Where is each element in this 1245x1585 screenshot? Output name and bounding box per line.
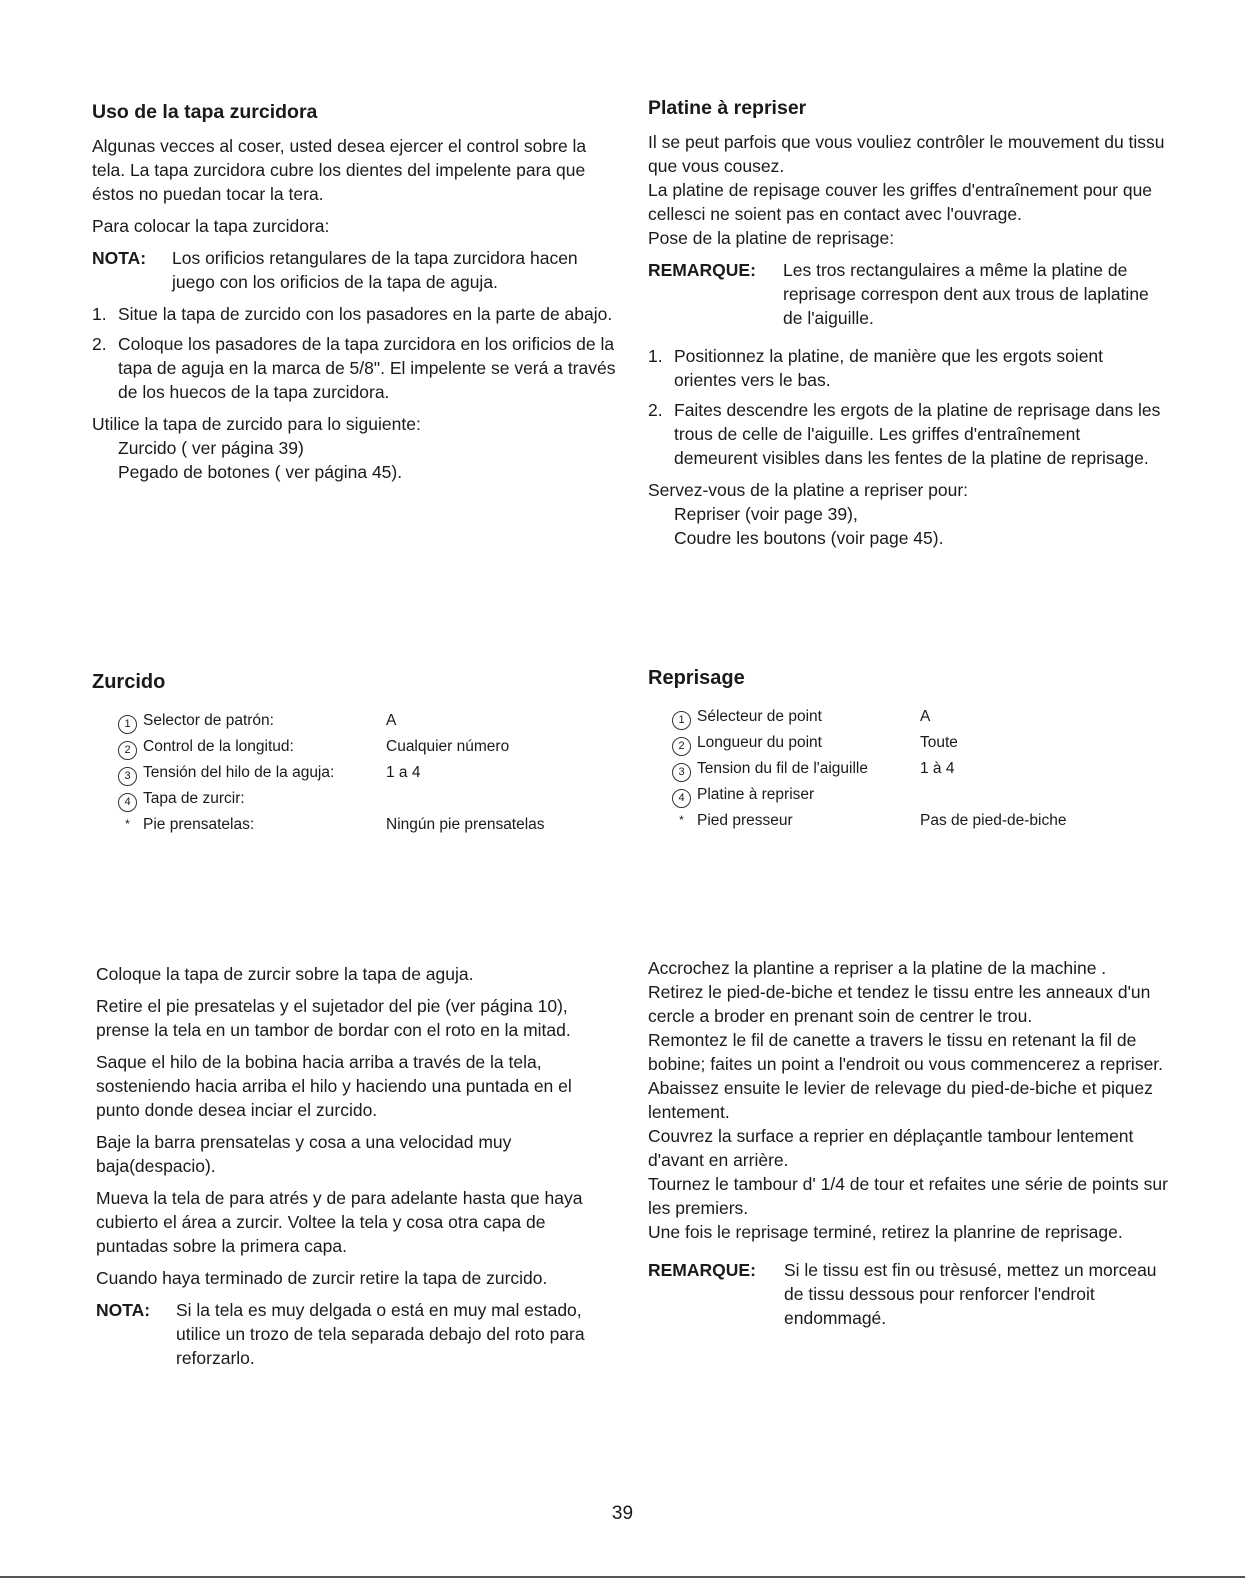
step-number: 2. <box>648 400 663 420</box>
setting-value: Ningún pie prensatelas <box>386 816 545 833</box>
fr-settings-table <box>672 704 1067 833</box>
step-text: Coloque los pasadores de la tapa zurcidora en los orificios de la tapa de aguja en la marca de 5/8". El impelente se verá a través de los huecos de la tapa zurcidora. <box>118 334 616 402</box>
fr-bottom-note <box>648 1258 1178 1330</box>
fr-intro-section <box>648 96 1168 550</box>
es-bottom-note-label: NOTA: <box>96 1300 151 1320</box>
fr-instruction-paragraph: Accrochez la plantine a repriser a la platine de la machine . <box>648 958 1107 978</box>
setting-value: Toute <box>920 734 958 751</box>
fr-note-label: REMARQUE: <box>648 260 756 280</box>
es-intro-title: Uso de la tapa zurcidora <box>92 101 318 123</box>
es-instruction-paragraph: Retire el pie presatelas y el sujetador del pie (ver página 10), prense la tela en un tambor de bordar con el roto en la mitad. <box>96 996 571 1040</box>
setting-label: Tapa de zurcir: <box>143 790 245 807</box>
es-instruction-paragraph: Cuando haya terminado de zurcir retire la tapa de zurcido. <box>96 1268 548 1288</box>
table-row <box>672 756 1067 782</box>
es-settings-section <box>92 670 622 837</box>
circled-number: 1 <box>672 711 691 730</box>
list-item <box>648 344 1168 392</box>
fr-intro-paragraph: Il se peut parfois que vous vouliez contrôler le mouvement du tissu que vous cousez. <box>648 132 1165 176</box>
circled-number: 3 <box>118 767 137 786</box>
setting-value: A <box>920 708 931 725</box>
fr-steps-list <box>648 344 1168 470</box>
es-note <box>92 246 622 294</box>
circled-number: 2 <box>118 741 137 760</box>
fr-intro-title: Platine à repriser <box>648 97 807 119</box>
asterisk-mark: * <box>679 813 684 827</box>
es-instruction-paragraph: Mueva la tela de para atrés y de para adelante hasta que haya cubierto el área a zurcir. Voltee la tela y cosa otra capa de puntadas sobre la primera capa. <box>96 1188 583 1256</box>
es-intro-paragraph: Algunas vecces al coser, usted desea ejercer el control sobre la tela. La tapa zurcidora cubre los dientes del impelente para que éstos no puedan tocar la tera. <box>92 136 587 204</box>
es-instructions-section <box>96 962 616 1378</box>
fr-note-text: Les tros rectangulaires a même la platine de reprisage correspon dent aux trous de laplatine de l'aiguille. <box>783 260 1149 328</box>
step-number: 1. <box>92 304 107 324</box>
fr-settings-title: Reprisage <box>648 667 745 689</box>
fr-instruction-paragraph: Couvrez la surface a reprier en déplaçantle tambour lentement d'avant en arrière. <box>648 1126 1134 1170</box>
es-use-intro: Utilice la tapa de zurcido para lo siguiente: <box>92 414 421 434</box>
fr-settings-section <box>648 666 1188 833</box>
fr-instruction-paragraph: Abaissez ensuite le levier de relevage du pied-de-biche et piquez lentement. <box>648 1078 1153 1122</box>
list-item <box>92 302 622 326</box>
setting-value <box>920 782 1067 808</box>
setting-value <box>386 786 545 812</box>
asterisk-mark: * <box>125 817 130 831</box>
fr-setup-heading: Pose de la platine de reprisage: <box>648 228 895 248</box>
step-number: 1. <box>648 346 663 366</box>
setting-value: Cualquier número <box>386 738 510 755</box>
fr-bottom-note-label: REMARQUE: <box>648 1260 756 1280</box>
page-number: 39 <box>611 1503 634 1524</box>
setting-label: Control de la longitud: <box>143 738 294 755</box>
fr-use-intro: Servez-vous de la platine a repriser pour: <box>648 480 969 500</box>
fr-instruction-paragraph: Une fois le reprisage terminé, retirez la planrine de reprisage. <box>648 1222 1123 1242</box>
table-row <box>118 812 545 837</box>
fr-use-item: Repriser (voir page 39), <box>674 504 858 524</box>
bottom-rule <box>0 1576 1245 1578</box>
setting-label: Longueur du point <box>697 734 822 751</box>
fr-instruction-paragraph: Retirez le pied-de-biche et tendez le tissu entre les anneaux d'un cercle a broder en prenant soin de centrer le trou. <box>648 982 1151 1026</box>
es-bottom-note-text: Si la tela es muy delgada o está en muy mal estado, utilice un trozo de tela separada debajo del roto para reforzarlo. <box>176 1300 585 1368</box>
setting-value: 1 à 4 <box>920 760 955 777</box>
es-settings-title: Zurcido <box>92 671 166 693</box>
fr-use-item: Coudre les boutons (voir page 45). <box>674 528 944 548</box>
setting-value: A <box>386 712 397 729</box>
setting-label: Platine à repriser <box>697 786 815 803</box>
es-note-text: Los orificios retangulares de la tapa zurcidora hacen juego con los orificios de la tapa de aguja. <box>172 248 578 292</box>
es-intro-section <box>92 100 622 484</box>
setting-value: Pas de pied-de-biche <box>920 812 1067 829</box>
table-row <box>672 782 1067 808</box>
setting-label: Tensión del hilo de la aguja: <box>143 764 335 781</box>
es-settings-table <box>118 708 545 837</box>
es-instruction-paragraph: Coloque la tapa de zurcir sobre la tapa de aguja. <box>96 964 474 984</box>
list-item <box>648 398 1168 470</box>
es-instruction-paragraph: Baje la barra prensatelas y cosa a una velocidad muy baja(despacio). <box>96 1132 512 1176</box>
es-steps-list <box>92 302 622 404</box>
setting-label: Pie prensatelas: <box>143 816 255 833</box>
table-row <box>118 786 545 812</box>
table-row <box>118 760 545 786</box>
table-row <box>118 708 545 734</box>
es-setup-heading: Para colocar la tapa zurcidora: <box>92 216 330 236</box>
es-note-label: NOTA: <box>92 248 147 268</box>
es-use-item: Zurcido ( ver página 39) <box>118 438 304 458</box>
fr-instruction-paragraph: Tournez le tambour d' 1/4 de tour et refaites une série de points sur les premiers. <box>648 1174 1168 1218</box>
table-row <box>672 808 1067 833</box>
es-use-item: Pegado de botones ( ver página 45). <box>118 462 403 482</box>
step-text: Situe la tapa de zurcido con los pasadores en la parte de abajo. <box>118 304 613 324</box>
setting-label: Sélecteur de point <box>697 708 822 725</box>
fr-instructions-section <box>648 956 1178 1338</box>
setting-label: Tension du fil de l'aiguille <box>697 760 868 777</box>
circled-number: 2 <box>672 737 691 756</box>
step-number: 2. <box>92 334 107 354</box>
circled-number: 1 <box>118 715 137 734</box>
step-text: Positionnez la platine, de manière que les ergots soient orientes vers le bas. <box>674 346 1104 390</box>
setting-label: Selector de patrón: <box>143 712 274 729</box>
table-row <box>672 704 1067 730</box>
circled-number: 4 <box>672 789 691 808</box>
es-instruction-paragraph: Saque el hilo de la bobina hacia arriba a través de la tela, sosteniendo hacia arriba el hilo y haciendo una puntada en el punto donde desea inciar el zurcido. <box>96 1052 572 1120</box>
es-bottom-note <box>96 1298 616 1370</box>
fr-intro-paragraph: La platine de repisage couver les griffes d'entraînement pour que cellesci ne soient pas en contact avec l'ouvrage. <box>648 180 1153 224</box>
step-text: Faites descendre les ergots de la platine de reprisage dans les trous de celle de l'aiguille. Les griffes d'entraînement demeurent visibles dans les fentes de la platine de reprisage. <box>674 400 1161 468</box>
fr-note <box>648 258 1168 330</box>
fr-bottom-note-text: Si le tissu est fin ou trèsusé, mettez un morceau de tissu dessous pour renforcer l'endroit endommagé. <box>784 1260 1157 1328</box>
table-row <box>118 734 545 760</box>
fr-instruction-paragraph: Remontez le fil de canette a travers le tissu en retenant la fil de bobine; faites un point a l'endroit ou vous commencerez a repriser. <box>648 1030 1164 1074</box>
setting-value: 1 a 4 <box>386 764 421 781</box>
list-item <box>92 332 622 404</box>
circled-number: 3 <box>672 763 691 782</box>
table-row <box>672 730 1067 756</box>
circled-number: 4 <box>118 793 137 812</box>
setting-label: Pied presseur <box>697 812 793 829</box>
